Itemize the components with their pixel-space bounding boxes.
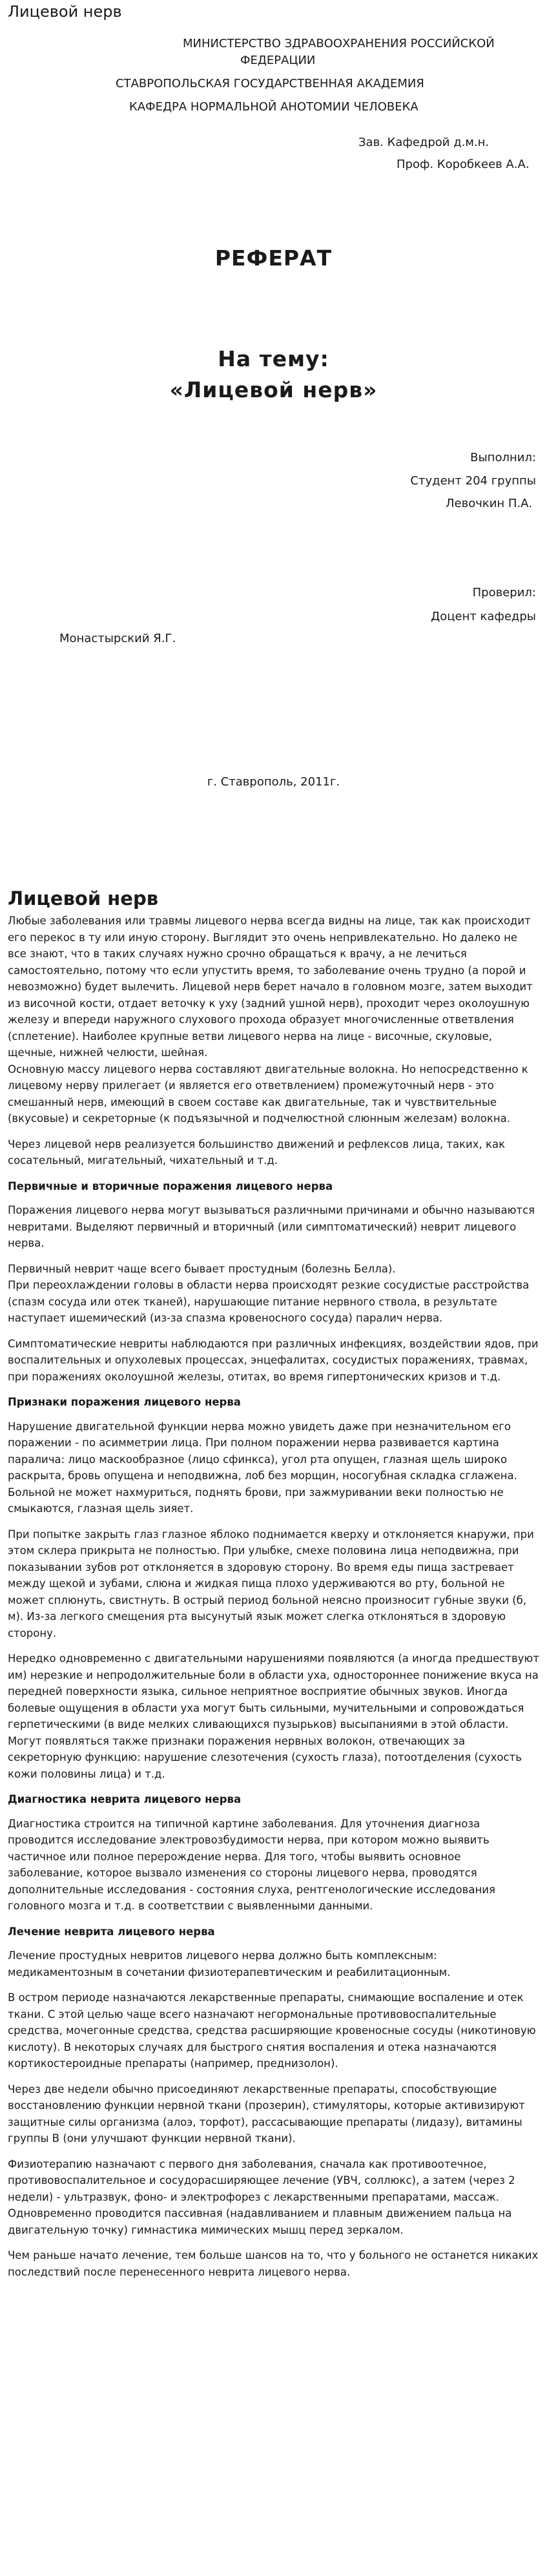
body-paragraph: Первичный неврит чаще всего бывает простудным (болезнь Белла). xyxy=(8,1262,396,1275)
checker-name: Монастырский Я.Г. xyxy=(59,632,176,645)
essay-body xyxy=(8,887,539,2566)
work-type-heading: РЕФЕРАТ xyxy=(214,245,333,271)
performed-label: Выполнил: xyxy=(470,451,536,464)
department-name: КАФЕДРА НОРМАЛЬНОЙ АНОТОМИИ ЧЕЛОВЕКА xyxy=(129,100,418,114)
body-paragraph: Симптоматические невриты наблюдаются при различных инфекциях, воздействии ядов, при воспалительных и опухолевых процессах, энцефалитах, сосудистых поражениях, травмах, при поражениях околоушной железы, отитах, во время гипертонических кризов и т.д. xyxy=(8,1337,539,1383)
head-of-department-name: Проф. Коробкеев А.А. xyxy=(397,158,530,171)
body-paragraph: При переохлаждении головы в области нерва происходят резкие сосудистые расстройства (спазм сосуда или отек тканей), нарушающие питание нервного ствола, в результате наступает ишемический (из-за спазма кровеносного сосуда) паралич нерва. xyxy=(8,1279,530,1324)
body-paragraph: Диагностика строится на типичной картине заболевания. Для уточнения диагноза проводится исследование электровозбудимости нерва, при котором можно выявить частичное или полное перерождение нерва. Для того, чтобы выявить основное заболевание, которое вызвало изменения со стороны лицевого нерва, проводятся дополнительные исследования - состояния слуха, рентгенологические исследования головного мозга и т.д. в соответствии с выявленными данными. xyxy=(8,1817,495,1912)
checker-position: Доцент кафедры xyxy=(431,610,536,623)
section-heading: Диагностика неврита лицевого нерва xyxy=(8,1793,242,1805)
body-paragraph: Основную массу лицевого нерва составляют двигательные волокна. Но непосредственно к лицевому нерву прилегает (и является его ответвлением) промежуточный нерв - это смешанный нерв, имеющий в своем составе как двигательные, так и чувствительные (вкусовые) и секреторные (к подъязычной и подчелюстной слюнным железам) волокна. xyxy=(8,1063,528,1125)
document-title: Лицевой нерв xyxy=(8,3,122,21)
body-paragraph: Через лицевой нерв реализуется большинство движений и рефлексов лица, таких, как сосательный, мигательный, чихательный и т.д. xyxy=(8,1137,506,1167)
body-paragraph: Лечение простудных невритов лицевого нерва должно быть комплексным: медикаментозным в сочетании физиотерапевтическим и реабилитационным. xyxy=(8,1949,451,1979)
body-paragraph: Через две недели обычно присоединяют лекарственные препараты, способствующие восстановлению функции нервной ткани (прозерин), стимуляторы, которые активизируют защитные силы организма (алоэ, торфот), рассасывающие препараты (лидазу), витамины группы В (они улучшают функции нервной ткани). xyxy=(8,2083,525,2145)
student-group: Студент 204 группы xyxy=(410,474,536,488)
ministry-line-1: МИНИСТЕРСТВО ЗДРАВООХРАНЕНИЯ РОССИЙСКОЙ xyxy=(183,37,495,50)
topic-title: «Лицевой нерв» xyxy=(169,377,378,402)
ministry-line-2: ФЕДЕРАЦИИ xyxy=(240,54,316,67)
body-paragraph: Нередко одновременно с двигательными нарушениями появляются (а иногда предшествуют им) нерезкие и непродолжительные боли в области уха, одностороннее понижение вкуса на передней поверхности языка, сильное неприятное восприятие обычных звуков. Иногда болевые ощущения в области уха могут быть сильными, мучительными и сопровождаться герпетическими (в виде мелких сливающихся пузырьков) высыпаниями в этой области. Могут появляться также признаки поражения нервных волокон, отвечающих за секреторную функцию: нарушение слезотечения (сухость глаза), потоотделения (сухость кожи половины лица) и т.д. xyxy=(8,1652,539,1780)
student-name: Левочкин П.А. xyxy=(446,497,533,510)
body-paragraph: Чем раньше начато лечение, тем больше шансов на то, что у больного не останется никаких последствий после перенесенного неврита лицевого нерва. xyxy=(8,2249,539,2278)
body-paragraph: Любые заболевания или травмы лицевого нерва всегда видны на лице, так как происходит его перекос в ту или иную сторону. Выглядит это очень непривлекательно. Но далеко не все знают, что в таких случаях нужно срочно обращаться к врачу, а не лечиться самостоятельно, потому что если упустить время, то заболевание очень трудно (а порой и невозможно) будет вылечить. Лицевой нерв берет начало в головном мозге, затем выходит из височной кости, отдает веточку к уху (задний ушной нерв), проходит через околоушную железу и впереди наружного слухового прохода образует многочисленные ответвления (сплетение). Наиболее крупные ветви лицевого нерва на лице - височные, скуловые, щечные, нижней челюсти, шейная. xyxy=(8,915,533,1059)
body-paragraph: Поражения лицевого нерва могут вызываться различными причинами и обычно называются невритами. Выделяют первичный и вторичный (или симптоматический) неврит лицевого нерва. xyxy=(8,1204,535,1249)
section-heading: Признаки поражения лицевого нерва xyxy=(8,1396,241,1408)
section-heading: Лечение неврита лицевого нерва xyxy=(8,1925,215,1938)
essay-heading: Лицевой нерв xyxy=(8,888,159,909)
topic-label: На тему: xyxy=(218,346,329,371)
section-heading: Первичные и вторичные поражения лицевого нерва xyxy=(8,1179,333,1192)
body-paragraph: Физиотерапию назначают с первого дня заболевания, сначала как противоотечное, противовоспалительное и сосудорасширяющее лечение (УВЧ, соллюкс), а затем (через 2 недели) - ультразвук, фоно- и электрофорез с лекарственными препаратами, массаж. Одновременно проводится пассивная (надавливанием и плавным движением пальца на двигательную точку) гимнастика мимических мышц перед зеркалом. xyxy=(8,2157,515,2236)
head-of-department-title: Зав. Кафедрой д.м.н. xyxy=(358,136,490,149)
academy-name: СТАВРОПОЛЬСКАЯ ГОСУДАРСТВЕННАЯ АКАДЕМИЯ xyxy=(116,77,424,90)
body-paragraph: В остром периоде назначаются лекарственные препараты, снимающие воспаление и отек ткани. С этой целью чаще всего назначают негормональные противовоспалительные средства, мочегонные средства, средства расширяющие кровеносные сосуды (никотиновую кислоту). В некоторых случаях для быстрого снятия воспаления и отека назначаются кортикостероидные препараты (например, преднизолон). xyxy=(8,1991,536,2070)
city-year: г. Ставрополь, 2011г. xyxy=(207,775,340,789)
checked-label: Проверил: xyxy=(472,586,536,599)
body-paragraph: При попытке закрыть глаз глазное яблоко поднимается кверху и отклоняется кнаружи, при этом склера прикрыта не полностью. При улыбке, смехе половина лица неподвижна, при показывании зубов рот отклоняется в здоровую сторону. Во время еды пища застревает между щекой и зубами, слюна и жидкая пища плохо удерживаются во рту, больной не может сплюнуть, свистнуть. В острый период больной неясно произносит губные звуки (б, м). Из-за легкого смещения рта высунутый язык может слегка отклоняться в здоровую сторону. xyxy=(8,1528,534,1639)
body-paragraph: Нарушение двигательной функции нерва можно увидеть даже при незначительном его поражении - по асимметрии лица. При полном поражении нерва развивается картина паралича: лицо маскообразное (лицо сфинкса), угол рта опущен, глазная щель широко раскрыта, бровь опущена и неподвижна, лоб без морщин, носогубная складка сглажена. Больной не может нахмуриться, поднять брови, при зажмуривании веки полностью не смыкаются, глазная щель зияет. xyxy=(8,1420,517,1515)
